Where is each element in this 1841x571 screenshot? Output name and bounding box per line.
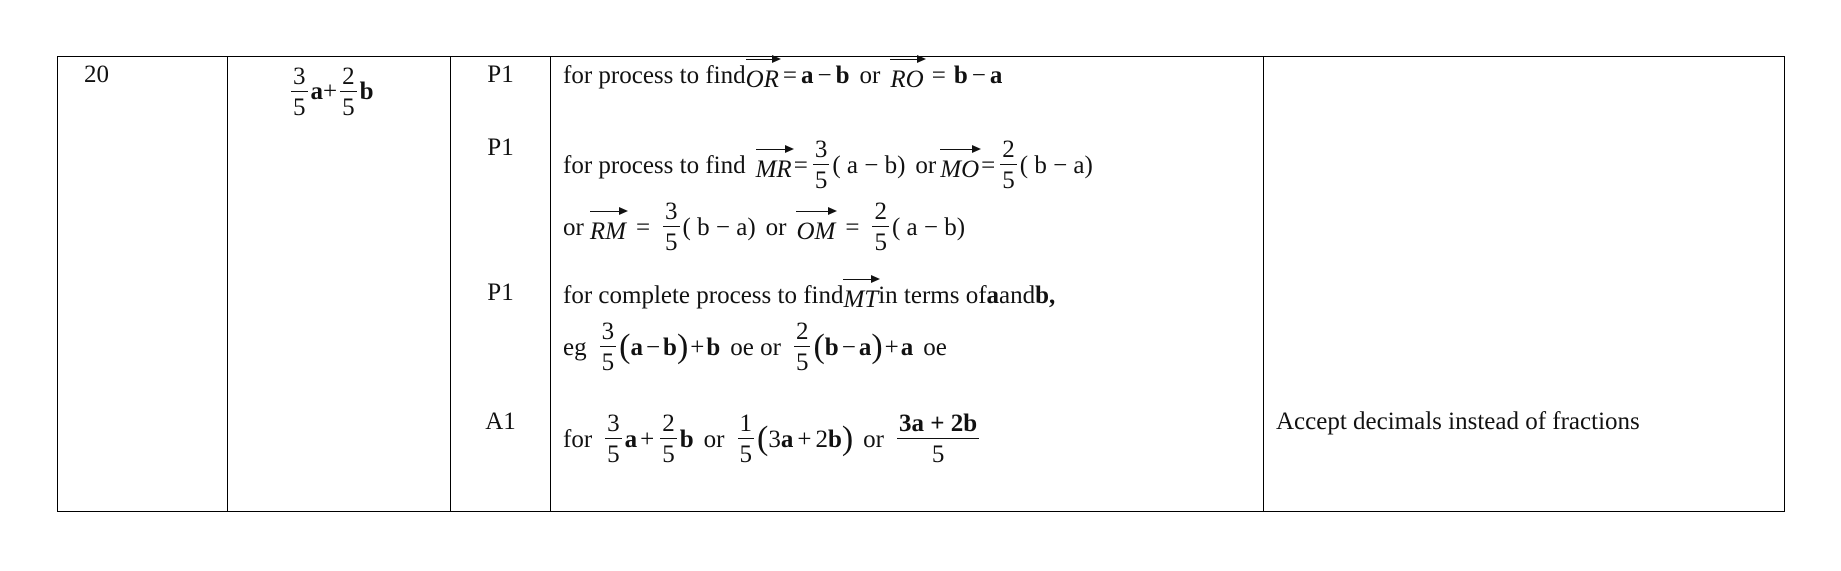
- fraction: $\frac{2}{5}$: [874, 198, 887, 256]
- vector-b: b: [359, 78, 374, 105]
- answer-cell: [228, 57, 451, 512]
- numerator: 3: [293, 63, 306, 90]
- marks-cell: [451, 57, 551, 512]
- vector-rm: RM: [590, 211, 626, 244]
- plus-sign: +: [323, 78, 338, 105]
- fraction: $\frac{2}{5}$: [662, 410, 675, 468]
- fraction: $\frac{3a + 2b}{5}$: [899, 410, 978, 468]
- note-p1-or: for process to find OR = a − b or RO = b − a: [563, 57, 1263, 134]
- fraction: $\frac{3}{5}$: [607, 410, 620, 468]
- mark-scheme-table: [57, 56, 1785, 512]
- notes-cell: [551, 57, 1264, 512]
- comment-text: Accept decimals instead of fractions: [1276, 408, 1640, 435]
- mark-label: P1: [487, 279, 514, 306]
- arrow-icon: [796, 211, 835, 212]
- vector-or: OR: [746, 59, 779, 92]
- vector-ro: RO: [890, 59, 923, 92]
- question-number: 20: [58, 57, 228, 512]
- note-p1-mt: for complete process to find MT in terms of a and b, eg $\frac{3}{5}$ ( a − b ) + b oe or $\frac{2}{5}$ ( b − a ) + a oe: [563, 279, 1263, 408]
- fraction: $\frac{3}{5}$: [665, 198, 678, 256]
- vector-mr: MR: [756, 149, 792, 182]
- arrow-icon: [890, 59, 923, 60]
- arrow-icon: [590, 211, 626, 212]
- final-answer: [288, 64, 374, 120]
- fraction: $\frac{1}{5}$: [739, 410, 752, 468]
- fraction: $\frac{3}{5}$: [601, 318, 615, 376]
- fraction: [291, 64, 308, 120]
- vector-a: a: [310, 78, 323, 105]
- numerator: 2: [342, 63, 355, 90]
- fraction: $\frac{2}{5}$: [795, 318, 809, 376]
- mark-label: P1: [487, 134, 514, 161]
- vector-mo: MO: [940, 149, 979, 182]
- denominator: 5: [342, 94, 355, 121]
- mark-label: A1: [485, 408, 516, 435]
- denominator: 5: [293, 94, 306, 121]
- note-p1-mr: for process to find MR = $\frac{3}{5}$ ( a − b) or MO = $\frac{2}{5}$ ( b − a) or RM = $\frac{3}{5}$ ( b − a) or OM = $\frac{2}{5}$ ( a − b): [563, 136, 1093, 256]
- mark-label: P1: [487, 61, 514, 88]
- arrow-icon: [940, 149, 979, 150]
- arrow-icon: [756, 149, 792, 150]
- vector-mt: MT: [843, 279, 878, 312]
- comments-cell: [1264, 57, 1785, 512]
- fraction: $\frac{2}{5}$: [1002, 136, 1015, 194]
- vector-om: OM: [796, 211, 835, 244]
- note-a1: for $\frac{3}{5}$ a + $\frac{2}{5}$ b or $\frac{1}{5}$ ( 3 a + 2 b ) or $\frac{3a + 2b}{5}$: [563, 410, 978, 468]
- table-row: [58, 57, 1785, 512]
- arrow-icon: [843, 279, 878, 280]
- fraction: [340, 64, 357, 120]
- fraction: $\frac{3}{5}$: [814, 136, 828, 194]
- note-text: for process to find: [563, 62, 746, 89]
- arrow-icon: [746, 59, 779, 60]
